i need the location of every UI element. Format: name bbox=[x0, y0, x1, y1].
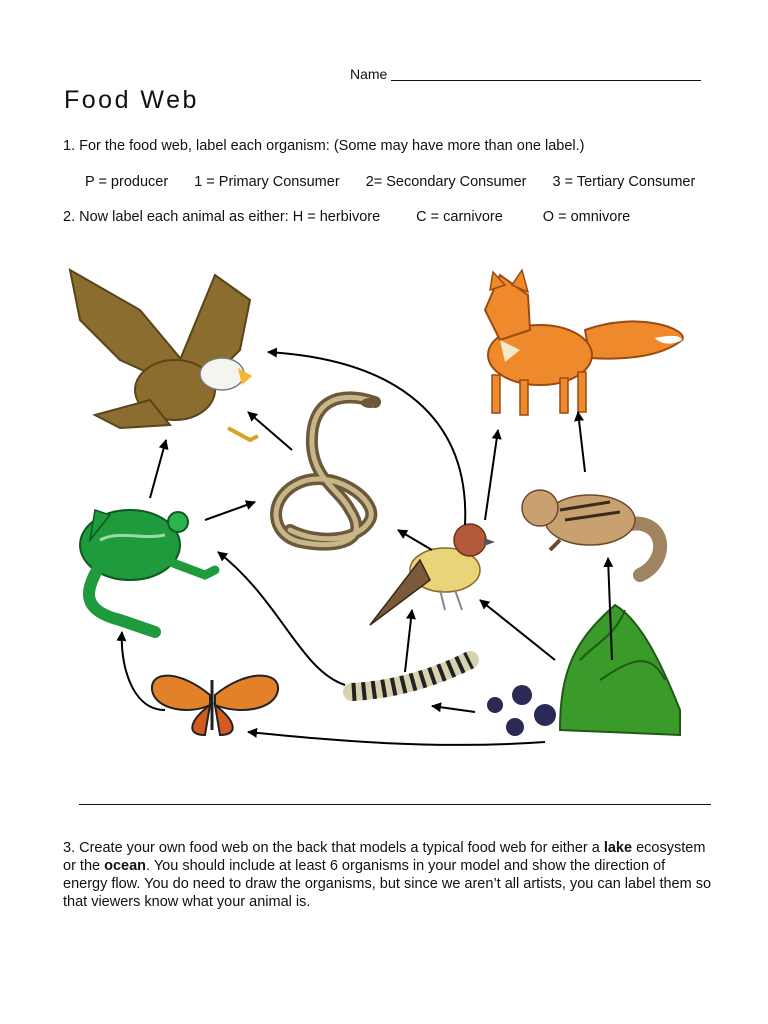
arrow-frog-eagle bbox=[150, 440, 166, 498]
chipmunk-name: chipmunk bbox=[590, 560, 595, 561]
butterfly-illustration bbox=[152, 676, 278, 746]
lake-keyword: lake bbox=[603, 840, 633, 856]
fox-name: fox bbox=[540, 430, 542, 431]
legend-producer: P = producer bbox=[85, 174, 169, 190]
frog-name: frog bbox=[120, 640, 122, 641]
name-label: Name bbox=[350, 66, 388, 82]
question-2-text: 2. Now label each animal as either: H = herbivore bbox=[63, 209, 381, 225]
page-title: Food Web bbox=[64, 86, 199, 114]
plant-illustration bbox=[487, 605, 680, 751]
eagle-name: eagle bbox=[160, 465, 163, 466]
arrow-sparrow-snake bbox=[398, 530, 432, 550]
name-blank-line[interactable] bbox=[391, 66, 701, 81]
ocean-keyword: ocean bbox=[104, 858, 147, 874]
sparrow-name: sparrow bbox=[430, 625, 434, 626]
arrow-sparrow-fox bbox=[485, 430, 498, 520]
food-web-diagram bbox=[0, 240, 768, 760]
snake-illustration bbox=[276, 397, 379, 561]
caterpillar-name: caterpillar bbox=[400, 710, 405, 711]
arrow-plant-butterfly bbox=[248, 732, 545, 745]
eagle-illustration bbox=[70, 270, 258, 466]
plant-name: plant bbox=[600, 750, 603, 751]
arrow-frog-snake bbox=[205, 502, 255, 520]
frog-illustration bbox=[80, 510, 215, 641]
arrow-plant-sparrow bbox=[480, 600, 555, 660]
carnivore-label: C = carnivore bbox=[416, 209, 503, 225]
chipmunk-illustration bbox=[522, 490, 660, 575]
legend-tertiary: 3 = Tertiary Consumer bbox=[552, 174, 696, 190]
butterfly-name: butterfly bbox=[200, 745, 204, 746]
question-1: 1. For the food web, label each organism: (Some may have more than one label.) bbox=[63, 138, 585, 154]
name-field[interactable] bbox=[350, 66, 701, 82]
legend-secondary: 2= Secondary Consumer bbox=[365, 174, 527, 190]
caterpillar-illustration bbox=[352, 660, 470, 711]
question-3-part-2: ecosystem or the bbox=[63, 840, 706, 874]
arrow-plant-caterpillar bbox=[432, 706, 475, 712]
arrow-caterpillar-sparrow bbox=[405, 610, 412, 672]
question-3 bbox=[63, 839, 713, 911]
snake-name: snake bbox=[320, 560, 323, 561]
label-legend bbox=[85, 174, 717, 190]
question-2 bbox=[63, 209, 630, 225]
legend-primary: 1 = Primary Consumer bbox=[194, 174, 340, 190]
arrow-chipmunk-fox bbox=[578, 412, 585, 472]
question-3-part-1: 3. Create your own food web on the back that models a typical food web for either a bbox=[63, 840, 604, 856]
arrow-caterpillar-frog bbox=[218, 552, 345, 685]
question-3-part-3: . You should include at least 6 organisms in your model and show the direction of energy flow. You do need to draw the organisms, but since we aren’t all artists, you can label them so that viewers know what your animal is. bbox=[63, 858, 712, 910]
sparrow-illustration bbox=[370, 524, 495, 626]
arrow-snake-eagle bbox=[248, 412, 292, 450]
fox-illustration bbox=[485, 270, 683, 431]
omnivore-label: O = omnivore bbox=[542, 209, 631, 225]
section-divider bbox=[79, 804, 711, 805]
